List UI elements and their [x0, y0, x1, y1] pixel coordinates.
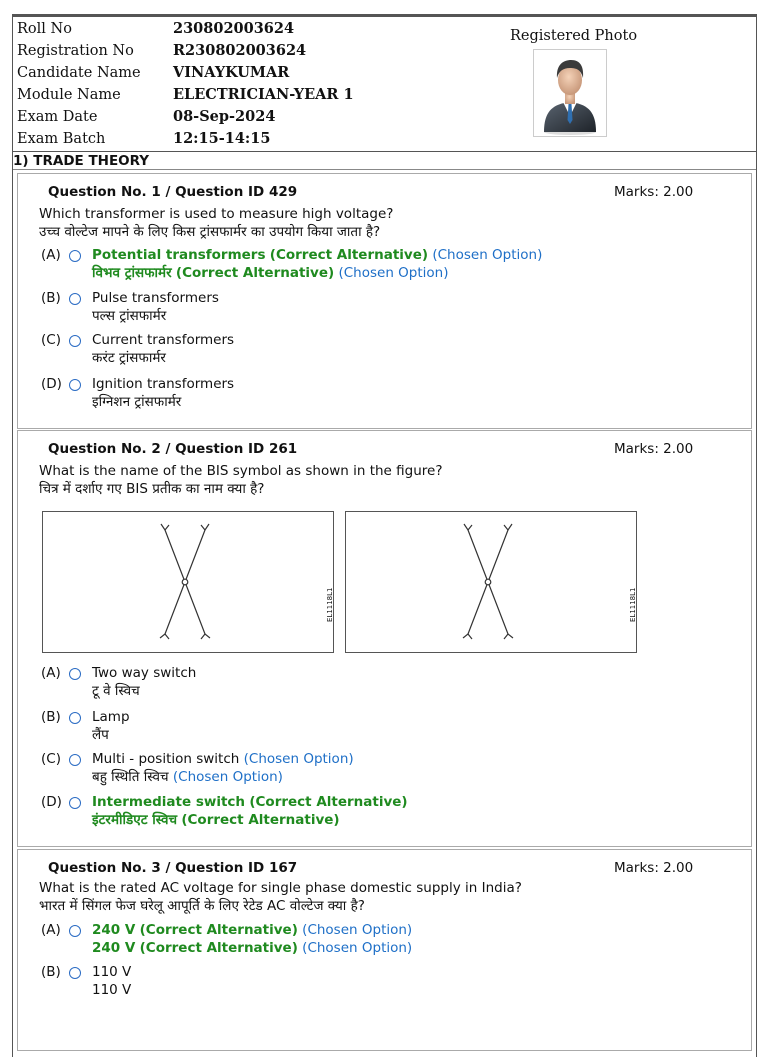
question-text-en: Which transformer is used to measure high voltage? — [39, 206, 394, 222]
correct-tag: (Correct Alternative) — [249, 794, 408, 810]
intermediate-switch-symbol-icon — [346, 512, 636, 652]
option-key: (A) — [41, 665, 61, 681]
chosen-tag: (Chosen Option) — [432, 247, 543, 263]
option-text-en: Multi - position switch — [92, 751, 240, 767]
info-label: Module Name — [17, 87, 121, 103]
radio-icon[interactable] — [69, 293, 81, 305]
chosen-tag: (Chosen Option) — [172, 769, 283, 785]
option-key: (D) — [41, 794, 62, 810]
question-card — [17, 173, 752, 429]
info-value: 08-Sep-2024 — [173, 108, 276, 125]
radio-icon[interactable] — [69, 668, 81, 680]
option-text-hi: लैंप — [92, 727, 109, 743]
info-label: Exam Date — [17, 109, 98, 125]
question-text-hi: चित्र में दर्शाए गए BIS प्रतीक का नाम क्या है? — [39, 481, 265, 497]
correct-tag: (Correct Alternative) — [175, 265, 335, 281]
question-text-hi: भारत में सिंगल फेज घरेलू आपूर्ति के लिए रेटेड AC वोल्टेज क्या है? — [39, 898, 365, 914]
question-marks: Marks: 2.00 — [614, 184, 694, 200]
correct-tag: (Correct Alternative) — [269, 247, 429, 263]
correct-tag: (Correct Alternative) — [139, 922, 298, 938]
question-header: Question No. 1 / Question ID 429 — [48, 184, 298, 200]
option-key: (A) — [41, 922, 61, 938]
info-value: ELECTRICIAN-YEAR 1 — [173, 86, 354, 103]
option-text-hi: विभव ट्रांसफार्मर — [92, 265, 172, 281]
question-card — [17, 849, 752, 1051]
question-text-en: What is the rated AC voltage for single phase domestic supply in India? — [39, 880, 522, 896]
chosen-tag: (Chosen Option) — [302, 940, 413, 956]
section-title: 1) TRADE THEORY — [13, 153, 150, 169]
question-marks: Marks: 2.00 — [614, 441, 694, 457]
question-card — [17, 430, 752, 847]
info-label: Roll No — [17, 21, 72, 37]
option-text-hi: इंटरमीडिएट स्विच — [92, 812, 178, 828]
registered-photo — [533, 49, 607, 137]
radio-icon[interactable] — [69, 379, 81, 391]
question-header: Question No. 2 / Question ID 261 — [48, 441, 298, 457]
photo-label: Registered Photo — [510, 28, 638, 44]
info-value: 230802003624 — [173, 20, 295, 37]
figure-code: EL1118L1 — [629, 587, 637, 622]
info-label: Exam Batch — [17, 131, 106, 147]
option-key: (A) — [41, 247, 61, 263]
correct-tag: (Correct Alternative) — [181, 812, 340, 828]
chosen-tag: (Chosen Option) — [338, 265, 449, 281]
option-key: (B) — [41, 964, 61, 980]
option-text-en: Potential transformers — [92, 247, 266, 263]
option-text-hi: 240 V — [92, 940, 136, 956]
radio-icon[interactable] — [69, 250, 81, 262]
option-text-en: Lamp — [92, 709, 130, 725]
question-marks: Marks: 2.00 — [614, 860, 694, 876]
question-text-en: What is the name of the BIS symbol as shown in the figure? — [39, 463, 443, 479]
option-text-hi: इग्निशन ट्रांसफार्मर — [92, 394, 182, 410]
radio-icon[interactable] — [69, 712, 81, 724]
intermediate-switch-symbol-icon — [43, 512, 333, 652]
info-value: VINAYKUMAR — [173, 64, 290, 81]
option-text-en: Two way switch — [92, 665, 197, 681]
chosen-tag: (Chosen Option) — [243, 751, 354, 767]
candidate-info — [13, 17, 756, 152]
option-key: (B) — [41, 709, 61, 725]
info-label: Candidate Name — [17, 65, 141, 81]
option-text-en: 240 V — [92, 922, 136, 938]
option-text-hi: बहु स्थिति स्विच — [92, 769, 169, 785]
option-key: (D) — [41, 376, 62, 392]
correct-tag: (Correct Alternative) — [139, 940, 298, 956]
question-text-hi: उच्च वोल्टेज मापने के लिए किस ट्रांसफार्मर का उपयोग किया जाता है? — [39, 224, 381, 240]
question-figure — [345, 511, 637, 653]
divider — [13, 169, 756, 170]
radio-icon[interactable] — [69, 797, 81, 809]
option-text-en: Ignition transformers — [92, 376, 235, 392]
option-text-en: Current transformers — [92, 332, 235, 348]
option-text-en: Intermediate switch — [92, 794, 246, 810]
question-header: Question No. 3 / Question ID 167 — [48, 860, 298, 876]
info-label: Registration No — [17, 43, 134, 59]
info-value: R230802003624 — [173, 42, 307, 59]
option-text-en: Pulse transformers — [92, 290, 219, 306]
option-key: (B) — [41, 290, 61, 306]
figure-code: EL1118L1 — [326, 587, 334, 622]
option-text-hi: पल्स ट्रांसफार्मर — [92, 308, 167, 324]
response-sheet — [12, 14, 757, 1057]
radio-icon[interactable] — [69, 967, 81, 979]
question-figure — [42, 511, 334, 653]
option-text-en: 110 V — [92, 964, 132, 980]
option-key: (C) — [41, 751, 61, 767]
option-key: (C) — [41, 332, 61, 348]
radio-icon[interactable] — [69, 754, 81, 766]
chosen-tag: (Chosen Option) — [302, 922, 413, 938]
option-text-hi: करंट ट्रांसफार्मर — [92, 350, 166, 366]
avatar-icon — [534, 50, 606, 136]
option-text-hi: टू वे स्विच — [92, 683, 140, 699]
radio-icon[interactable] — [69, 925, 81, 937]
radio-icon[interactable] — [69, 335, 81, 347]
option-text-hi: 110 V — [92, 982, 132, 998]
info-value: 12:15-14:15 — [173, 130, 271, 147]
